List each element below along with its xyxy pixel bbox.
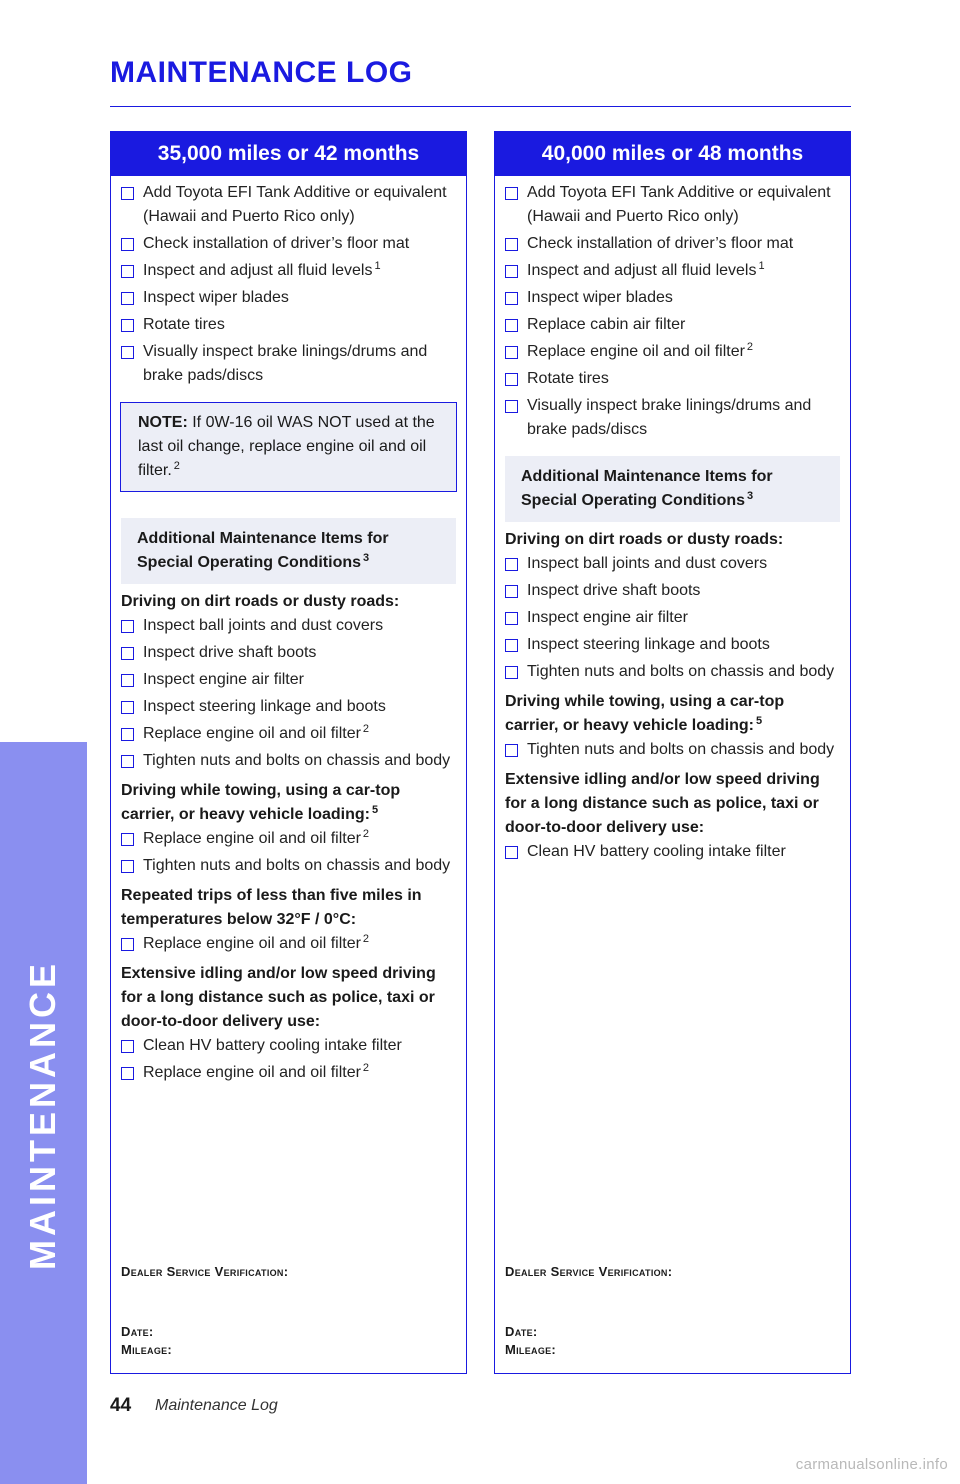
checklist-item[interactable] (505, 259, 840, 283)
checkbox[interactable] (505, 319, 518, 332)
column-body (111, 176, 466, 1085)
item-text: Add Toyota EFI Tank Additive or equivalent (Hawaii and Puerto Rico only) (527, 184, 831, 225)
checklist-item[interactable] (505, 738, 840, 762)
checkbox[interactable] (505, 585, 518, 598)
checklist-item[interactable] (121, 313, 456, 337)
checklist-item[interactable] (121, 181, 456, 229)
footer-section-label: Maintenance Log (155, 1397, 278, 1414)
footnote-ref: 5 (372, 804, 379, 816)
log-column-40000 (494, 131, 851, 1374)
item-text: Replace engine oil and oil filter $^2$ (527, 341, 754, 360)
checkbox[interactable] (121, 319, 134, 332)
page-number: 44 (110, 1395, 132, 1416)
footnote-ref: 2 (362, 933, 370, 945)
checklist-item[interactable] (505, 181, 840, 229)
item-text: Tighten nuts and bolts on chassis and body (527, 741, 835, 758)
item-text: Replace cabin air filter (527, 316, 686, 333)
condition-heading: Driving while towing, using a car-top carrier, or heavy vehicle loading: $^5$ (121, 782, 401, 823)
checklist-item[interactable] (505, 340, 840, 364)
item-text: Add Toyota EFI Tank Additive or equivalent (Hawaii and Puerto Rico only) (143, 184, 447, 225)
checklist-item[interactable] (121, 1061, 456, 1085)
checklist-item[interactable] (505, 367, 840, 391)
checkbox[interactable] (121, 938, 134, 951)
dealer-mileage-label: Mileage: (505, 1342, 557, 1357)
checklist-item[interactable] (121, 340, 456, 388)
condition-heading: Extensive idling and/or low speed driving for a long distance such as police, taxi or door-to-door delivery use: (505, 771, 820, 836)
note-text: If 0W-16 oil WAS NOT used at the last oil change, replace engine oil and oil filter. (138, 414, 435, 479)
item-text: Inspect ball joints and dust covers (527, 555, 768, 572)
item-text: Replace engine oil and oil filter $^2$ (143, 933, 370, 952)
checklist (121, 181, 456, 388)
checkbox[interactable] (121, 1040, 134, 1053)
item-text: Visually inspect brake linings/drums and brake pads/discs (527, 397, 812, 438)
footnote-ref: 2 (362, 723, 370, 735)
item-text: Replace engine oil and oil filter $^2$ (143, 1062, 370, 1081)
checklist (505, 181, 840, 442)
item-text: Inspect and adjust all fluid levels $^1$ (143, 260, 381, 279)
checkbox[interactable] (505, 400, 518, 413)
checklist-item[interactable] (505, 606, 840, 630)
checkbox[interactable] (505, 373, 518, 386)
item-text: Check installation of driver’s floor mat (143, 235, 410, 252)
checkbox[interactable] (505, 265, 518, 278)
checkbox[interactable] (121, 187, 134, 200)
item-text: Replace engine oil and oil filter $^2$ (143, 828, 370, 847)
checklist-item[interactable] (121, 286, 456, 310)
checklist-item[interactable] (505, 286, 840, 310)
item-text: Tighten nuts and bolts on chassis and body (527, 663, 835, 680)
checklist-item[interactable] (121, 827, 456, 851)
log-column-35000 (110, 131, 467, 1374)
item-text: Tighten nuts and bolts on chassis and body (143, 857, 451, 874)
checklist-item[interactable] (505, 579, 840, 603)
dealer-mileage-label: Mileage: (121, 1342, 173, 1357)
item-text: Check installation of driver’s floor mat (527, 235, 794, 252)
checklist-item[interactable] (121, 641, 456, 665)
checkbox[interactable] (505, 187, 518, 200)
checklist-item[interactable] (121, 749, 456, 773)
checkbox[interactable] (121, 755, 134, 768)
item-text: Inspect ball joints and dust covers (143, 617, 384, 634)
checklist-item[interactable] (121, 722, 456, 746)
note-label: NOTE: (138, 414, 188, 431)
checklist-item[interactable] (505, 552, 840, 576)
footnote-ref: 3 (363, 552, 370, 564)
checkbox[interactable] (121, 728, 134, 741)
item-text: Inspect and adjust all fluid levels $^1$ (527, 260, 765, 279)
checkbox[interactable] (121, 674, 134, 687)
footnote-ref: 1 (758, 260, 765, 272)
checklist-item[interactable] (505, 633, 840, 657)
item-text: Replace engine oil and oil filter $^2$ (143, 723, 370, 742)
footnote-ref: 5 (756, 715, 763, 727)
item-text: Rotate tires (527, 370, 609, 387)
checkbox[interactable] (121, 1067, 134, 1080)
checkbox[interactable] (505, 292, 518, 305)
checkbox[interactable] (121, 346, 134, 359)
checklist-item[interactable] (121, 695, 456, 719)
item-text: Clean HV battery cooling intake filter (143, 1037, 402, 1054)
column-header: 40,000 miles or 48 months (495, 132, 850, 176)
item-text: Clean HV battery cooling intake filter (527, 843, 786, 860)
condition-heading: Extensive idling and/or low speed driving for a long distance such as police, taxi or door-to-door delivery use: (121, 965, 436, 1030)
checkbox[interactable] (505, 639, 518, 652)
footnote-ref: 2 (362, 1062, 370, 1074)
item-text: Inspect steering linkage and boots (143, 698, 386, 715)
checkbox[interactable] (505, 846, 518, 859)
condition-checklist (121, 1034, 456, 1085)
checklist-item[interactable] (121, 232, 456, 256)
item-text: Rotate tires (143, 316, 225, 333)
footnote-ref: 2 (362, 828, 370, 840)
checklist-item[interactable] (121, 668, 456, 692)
item-text: Inspect engine air filter (143, 671, 304, 688)
checklist-item[interactable] (121, 1034, 456, 1058)
checkbox[interactable] (121, 265, 134, 278)
checklist-item[interactable] (505, 660, 840, 684)
condition-checklist (505, 738, 840, 762)
item-text: Inspect wiper blades (143, 289, 289, 306)
condition-checklist (121, 614, 456, 773)
item-text: Inspect drive shaft boots (527, 582, 701, 599)
column-header: 35,000 miles or 42 months (111, 132, 466, 176)
column-body (495, 176, 850, 864)
checkbox[interactable] (505, 238, 518, 251)
checklist-item[interactable] (121, 854, 456, 878)
condition-checklist (505, 552, 840, 684)
condition-checklist (505, 840, 840, 864)
checklist-item[interactable] (121, 259, 456, 283)
watermark: carmanualsonline.info (795, 1456, 948, 1473)
checkbox[interactable] (505, 744, 518, 757)
checklist-item[interactable] (121, 614, 456, 638)
dealer-date-label: Date: (121, 1324, 154, 1339)
dealer-service-verification: Dealer Service Verification: (505, 1264, 673, 1279)
item-text: Inspect drive shaft boots (143, 644, 317, 661)
checkbox[interactable] (121, 701, 134, 714)
dealer-service-verification: Dealer Service Verification: (121, 1264, 289, 1279)
item-text: Inspect wiper blades (527, 289, 673, 306)
footnote-ref: 3 (747, 490, 754, 502)
checklist-item[interactable] (505, 313, 840, 337)
checkbox[interactable] (121, 647, 134, 660)
condition-checklist (121, 827, 456, 878)
checkbox[interactable] (121, 860, 134, 873)
condition-heading: Driving on dirt roads or dusty roads: (121, 593, 400, 610)
item-text: Inspect engine air filter (527, 609, 688, 626)
condition-heading: Repeated trips of less than five miles in temperatures below 32°F / 0°C: (121, 887, 422, 928)
dealer-date-label: Date: (505, 1324, 538, 1339)
checkbox[interactable] (121, 292, 134, 305)
item-text: Tighten nuts and bolts on chassis and body (143, 752, 451, 769)
additional-items-heading: Additional Maintenance Items for Special Operating Conditions $^3$ (505, 456, 840, 522)
footnote-ref: 2 (746, 341, 754, 353)
item-text: Inspect steering linkage and boots (527, 636, 770, 653)
footnote-ref: 2 (173, 460, 180, 472)
checklist-item[interactable] (505, 394, 840, 442)
checklist-item[interactable] (505, 232, 840, 256)
checkbox[interactable] (505, 666, 518, 679)
checklist-item[interactable] (505, 840, 840, 864)
additional-items-heading: Additional Maintenance Items for Special Operating Conditions $^3$ (121, 518, 456, 584)
condition-checklist (121, 932, 456, 956)
footnote-ref: 1 (374, 260, 381, 272)
condition-heading: Driving while towing, using a car-top carrier, or heavy vehicle loading: $^5$ (505, 693, 785, 734)
checklist-item[interactable] (121, 932, 456, 956)
title-rule (110, 106, 851, 107)
page-title: MAINTENANCE LOG (110, 56, 413, 89)
checkbox[interactable] (121, 238, 134, 251)
side-tab-label: MAINTENANCE (22, 960, 63, 1270)
checkbox[interactable] (505, 612, 518, 625)
checkbox[interactable] (505, 558, 518, 571)
checkbox[interactable] (121, 833, 134, 846)
item-text: Visually inspect brake linings/drums and brake pads/discs (143, 343, 428, 384)
checkbox[interactable] (505, 346, 518, 359)
condition-heading: Driving on dirt roads or dusty roads: (505, 531, 784, 548)
note-box (120, 402, 457, 492)
checkbox[interactable] (121, 620, 134, 633)
